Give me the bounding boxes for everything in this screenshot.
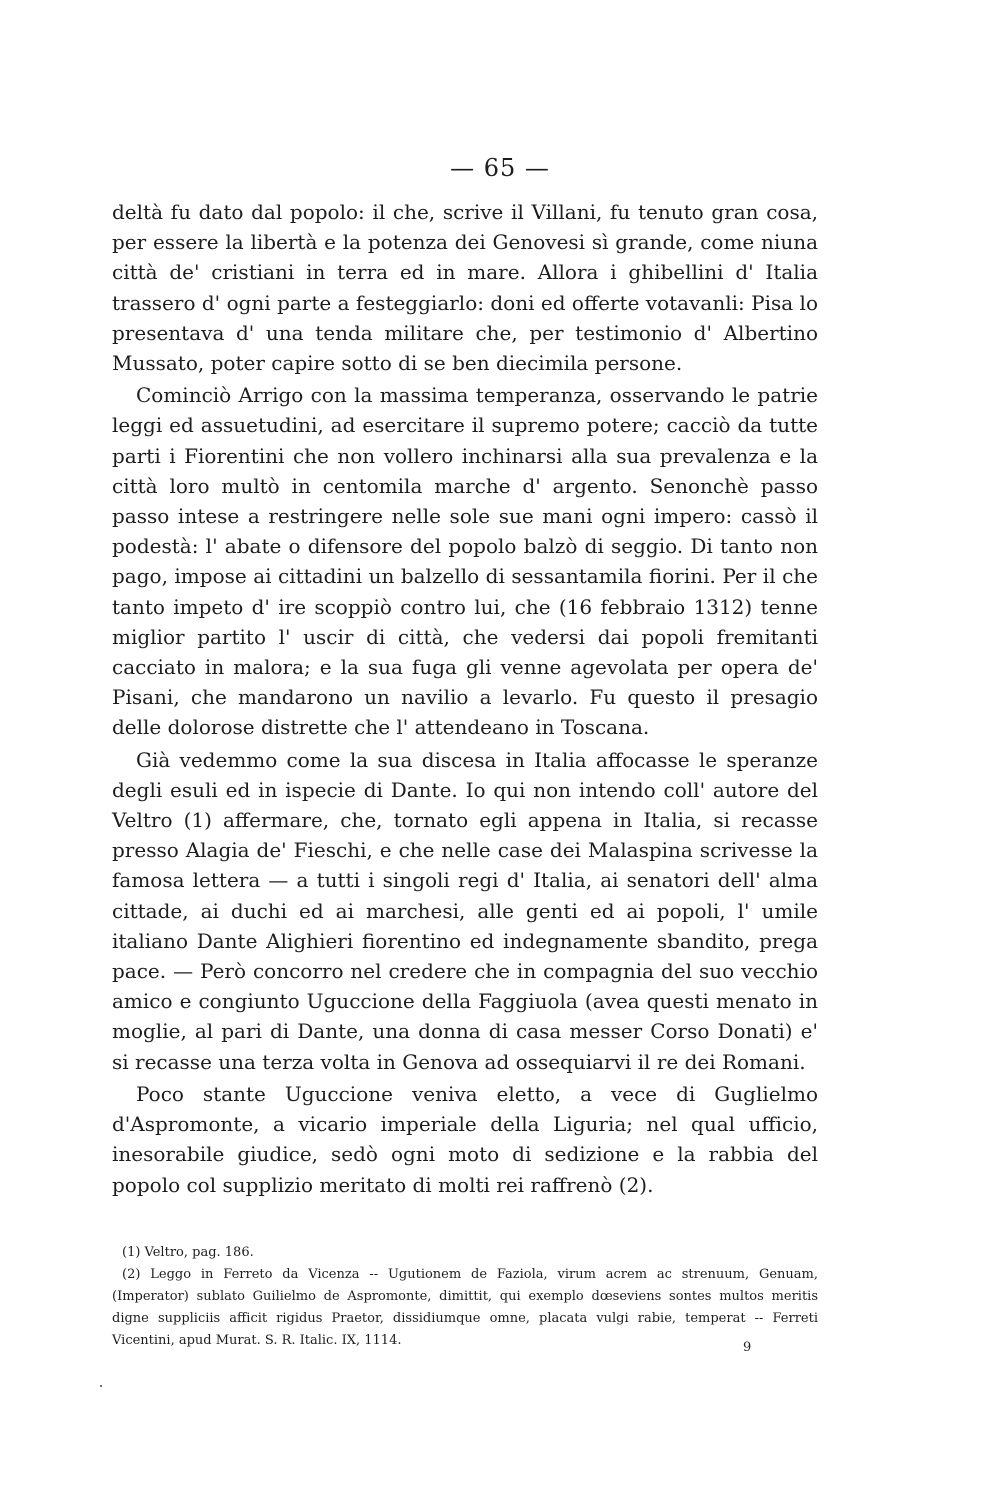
main-text	[112, 197, 818, 1200]
footnote-2: (2) Leggo in Ferreto da Vicenza -- Ugutionem de Faziola, virum acrem ac strenuum, Genuam, (Imperator) sublato Guilielmo de Aspromonte, dimittit, qui exemplo dœseviens sontes multos meritis digne suppliciis afficit rigidus Praetor, dissidiumque omne, placata vulgi rabie, temperat -- Ferreti Vicentini, apud Murat. S. R. Italic. IX, 1114.	[112, 1267, 818, 1348]
paragraph-2: Cominciò Arrigo con la massima temperanza, osservando le patrie leggi ed assuetudini, ad esercitare il supremo potere; cacciò da tutte parti i Fiorentini che non vollero inchinarsi alla sua prevalenza e la città loro multò in centomila marche d' argento. Senonchè passo passo intese a restringere nelle sole sue mani ogni impero: cassò il podestà: l' abate o difensore del popolo balzò di seggio. Di tanto non pago, impose ai cittadini un balzello di sessantamila fiorini. Per il che tanto impeto d' ire scoppiò contro lui, che (16 febbraio 1312) tenne miglior partito l' uscir di città, che vedersi dai popoli fremitanti cacciato in malora; e la sua fuga gli venne agevolata per opera de' Pisani, che mandarono un navilio a levarlo. Fu questo il presagio delle dolorose distrette che l' attendeano in Toscana.	[112, 383, 818, 740]
scan-speck	[100, 1385, 102, 1387]
paragraph-4: Poco stante Uguccione veniva eletto, a vece di Guglielmo d'Aspromonte, a vicario imperiale della Liguria; nel qual ufficio, inesorabile giudice, sedò ogni moto di sedizione e la rabbia del popolo col supplizio meritato di molti rei raffrenò (2).	[112, 1081, 818, 1197]
page-number: — 65 —	[450, 154, 550, 182]
signature-mark: 9	[743, 1340, 752, 1355]
footnote-1: (1) Veltro, pag. 186.	[122, 1245, 254, 1260]
paragraph-3: Già vedemmo come la sua discesa in Italia affocasse le speranze degli esuli ed in ispecie di Dante. Io qui non intendo coll' autore del Veltro (1) affermare, che, tornato egli appena in Italia, si recasse presso Alagia de' Fieschi, e che nelle case dei Malaspina scrivesse la famosa lettera — a tutti i singoli regi d' Italia, ai senatori dell' alma cittade, ai duchi ed ai marchesi, alle genti ed ai popoli, l' umile italiano Dante Alighieri fiorentino ed indegnamente sbandito, prega pace. — Però concorro nel credere che in compagnia del suo vecchio amico e congiunto Uguccione della Faggiuola (avea questi menato in moglie, al pari di Dante, una donna di casa messer Corso Donati) e' si recasse una terza volta in Genova ad ossequiarvi il re dei Romani.	[112, 747, 818, 1074]
paragraph-1: deltà fu dato dal popolo: il che, scrive il Villani, fu tenuto gran cosa, per essere la libertà e la potenza dei Genovesi sì grande, come niuna città de' cristiani in terra ed in mare. Allora i ghibellini d' Italia trassero d' ogni parte a festeggiarlo: doni ed offerte votavanli: Pisa lo presentava d' una tenda militare che, per testimonio d' Albertino Mussato, poter capire sotto di se ben diecimila persone.	[112, 200, 818, 376]
footnotes	[112, 1242, 818, 1352]
